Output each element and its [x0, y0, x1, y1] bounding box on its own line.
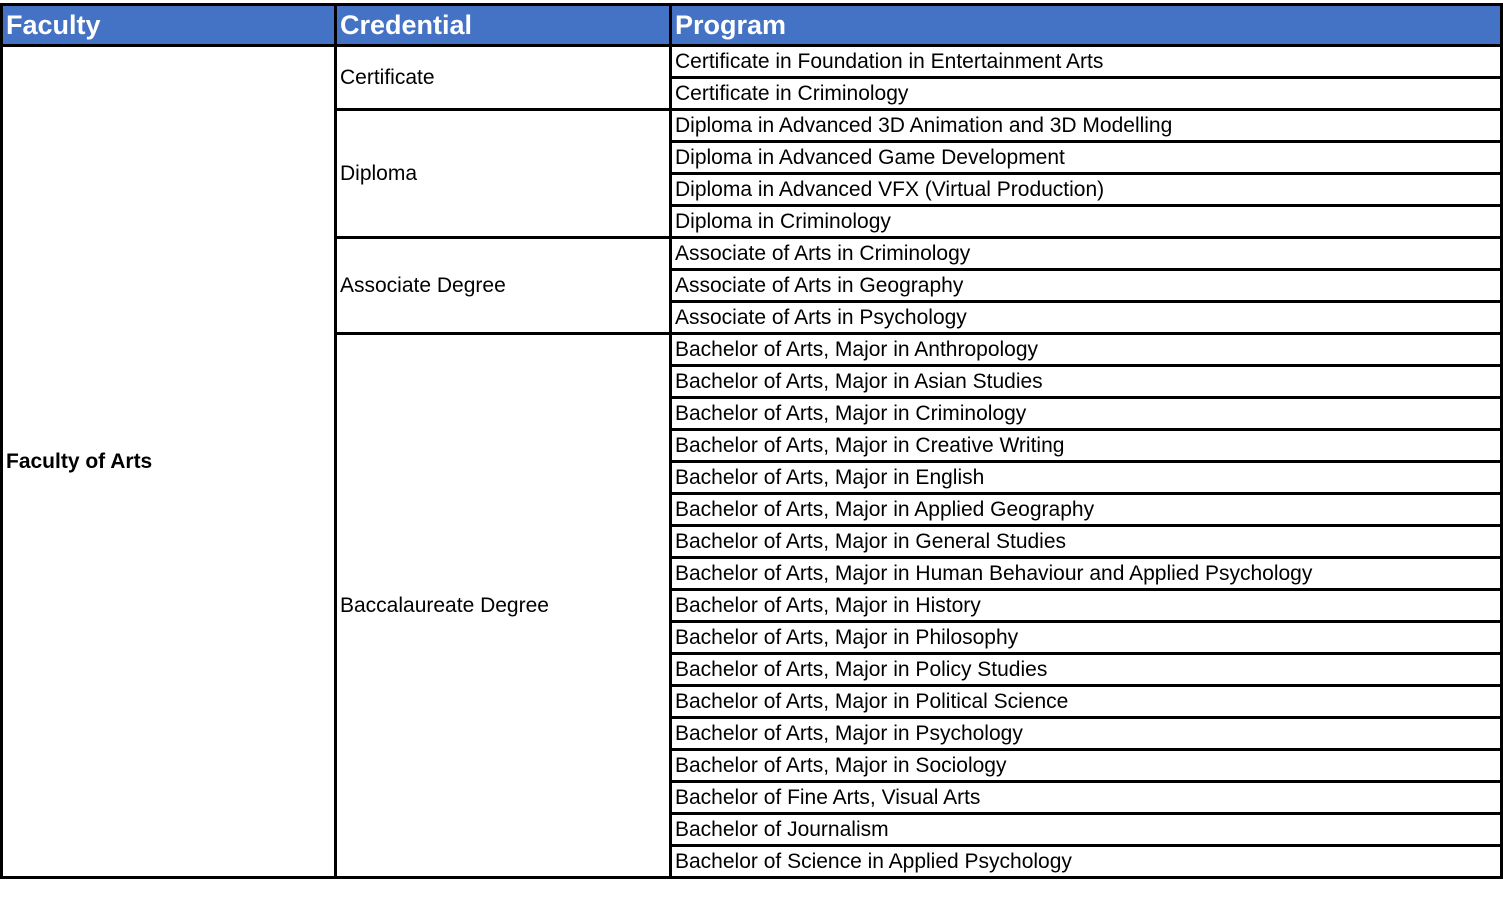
program-cell[interactable]: Associate of Arts in Psychology: [671, 302, 1502, 334]
program-cell[interactable]: Bachelor of Science in Applied Psychology: [671, 846, 1502, 878]
program-cell[interactable]: Bachelor of Arts, Major in History: [671, 590, 1502, 622]
program-column-header[interactable]: Program: [671, 5, 1502, 46]
program-cell[interactable]: Associate of Arts in Geography: [671, 270, 1502, 302]
program-cell[interactable]: Bachelor of Arts, Major in Psychology: [671, 718, 1502, 750]
program-cell[interactable]: Certificate in Foundation in Entertainment Arts: [671, 46, 1502, 78]
table-row: [2, 46, 1502, 78]
program-cell[interactable]: Bachelor of Arts, Major in English: [671, 462, 1502, 494]
program-cell[interactable]: Bachelor of Arts, Major in Philosophy: [671, 622, 1502, 654]
credential-cell[interactable]: Associate Degree: [336, 238, 671, 334]
program-cell[interactable]: Bachelor of Arts, Major in Applied Geography: [671, 494, 1502, 526]
program-cell[interactable]: Bachelor of Arts, Major in Sociology: [671, 750, 1502, 782]
program-cell[interactable]: Bachelor of Arts, Major in General Studies: [671, 526, 1502, 558]
credential-column-header[interactable]: Credential: [336, 5, 671, 46]
faculty-cell[interactable]: Faculty of Arts: [2, 46, 336, 878]
program-cell[interactable]: Bachelor of Arts, Major in Creative Writing: [671, 430, 1502, 462]
credential-cell[interactable]: Baccalaureate Degree: [336, 334, 671, 878]
program-cell[interactable]: Diploma in Criminology: [671, 206, 1502, 238]
program-cell[interactable]: Bachelor of Fine Arts, Visual Arts: [671, 782, 1502, 814]
program-cell[interactable]: Bachelor of Arts, Major in Political Science: [671, 686, 1502, 718]
program-cell[interactable]: Bachelor of Arts, Major in Asian Studies: [671, 366, 1502, 398]
table-body: [2, 46, 1502, 878]
program-cell[interactable]: Bachelor of Arts, Major in Criminology: [671, 398, 1502, 430]
program-cell[interactable]: Certificate in Criminology: [671, 78, 1502, 110]
program-cell[interactable]: Associate of Arts in Criminology: [671, 238, 1502, 270]
credential-cell[interactable]: Certificate: [336, 46, 671, 110]
faculty-column-header[interactable]: Faculty: [2, 5, 336, 46]
program-cell[interactable]: Bachelor of Arts, Major in Human Behaviour and Applied Psychology: [671, 558, 1502, 590]
credential-cell[interactable]: Diploma: [336, 110, 671, 238]
programs-table: [0, 3, 1503, 879]
program-cell[interactable]: Bachelor of Arts, Major in Anthropology: [671, 334, 1502, 366]
program-cell[interactable]: Bachelor of Journalism: [671, 814, 1502, 846]
header-row: [2, 5, 1502, 46]
program-cell[interactable]: Diploma in Advanced VFX (Virtual Production): [671, 174, 1502, 206]
program-cell[interactable]: Diploma in Advanced 3D Animation and 3D Modelling: [671, 110, 1502, 142]
program-cell[interactable]: Diploma in Advanced Game Development: [671, 142, 1502, 174]
program-cell[interactable]: Bachelor of Arts, Major in Policy Studies: [671, 654, 1502, 686]
